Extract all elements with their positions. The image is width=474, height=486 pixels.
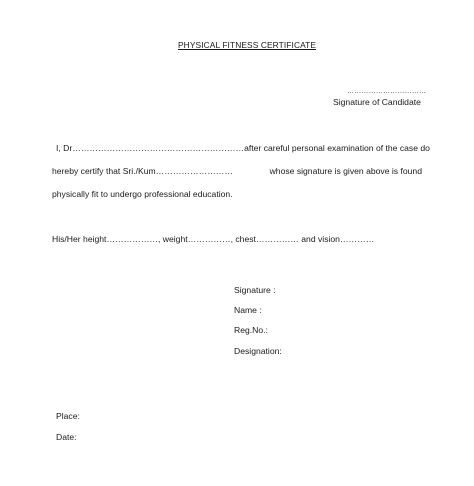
examination-text: after careful personal examination of the case do bbox=[244, 143, 430, 153]
certificate-title: PHYSICAL FITNESS CERTIFICATE bbox=[178, 40, 317, 50]
designation-field-label: Designation: bbox=[234, 346, 282, 356]
doctor-name-blank: I, Dr…………………………………………………… bbox=[56, 143, 245, 153]
certificate-body-line-2 bbox=[52, 166, 422, 177]
signature-of-candidate-label: Signature of Candidate bbox=[333, 97, 421, 107]
certificate-body-line-3: physically fit to undergo professional education. bbox=[52, 189, 233, 199]
signature-found-text: whose signature is given above is found bbox=[269, 166, 422, 176]
candidate-name-blank: hereby certify that Sri./Kum……………………… bbox=[52, 166, 233, 176]
date-label: Date: bbox=[56, 432, 77, 442]
reg-no-field-label: Reg.No.: bbox=[234, 325, 268, 335]
name-field-label: Name : bbox=[234, 305, 262, 315]
certificate-body-line-1 bbox=[56, 143, 430, 154]
candidate-signature-line: …………………………… bbox=[347, 88, 427, 95]
signature-field-label: Signature : bbox=[234, 285, 276, 295]
place-label: Place: bbox=[56, 411, 80, 421]
measurements-line: His/Her height………………, weight……………, chest…………… and vision………… bbox=[52, 234, 375, 244]
